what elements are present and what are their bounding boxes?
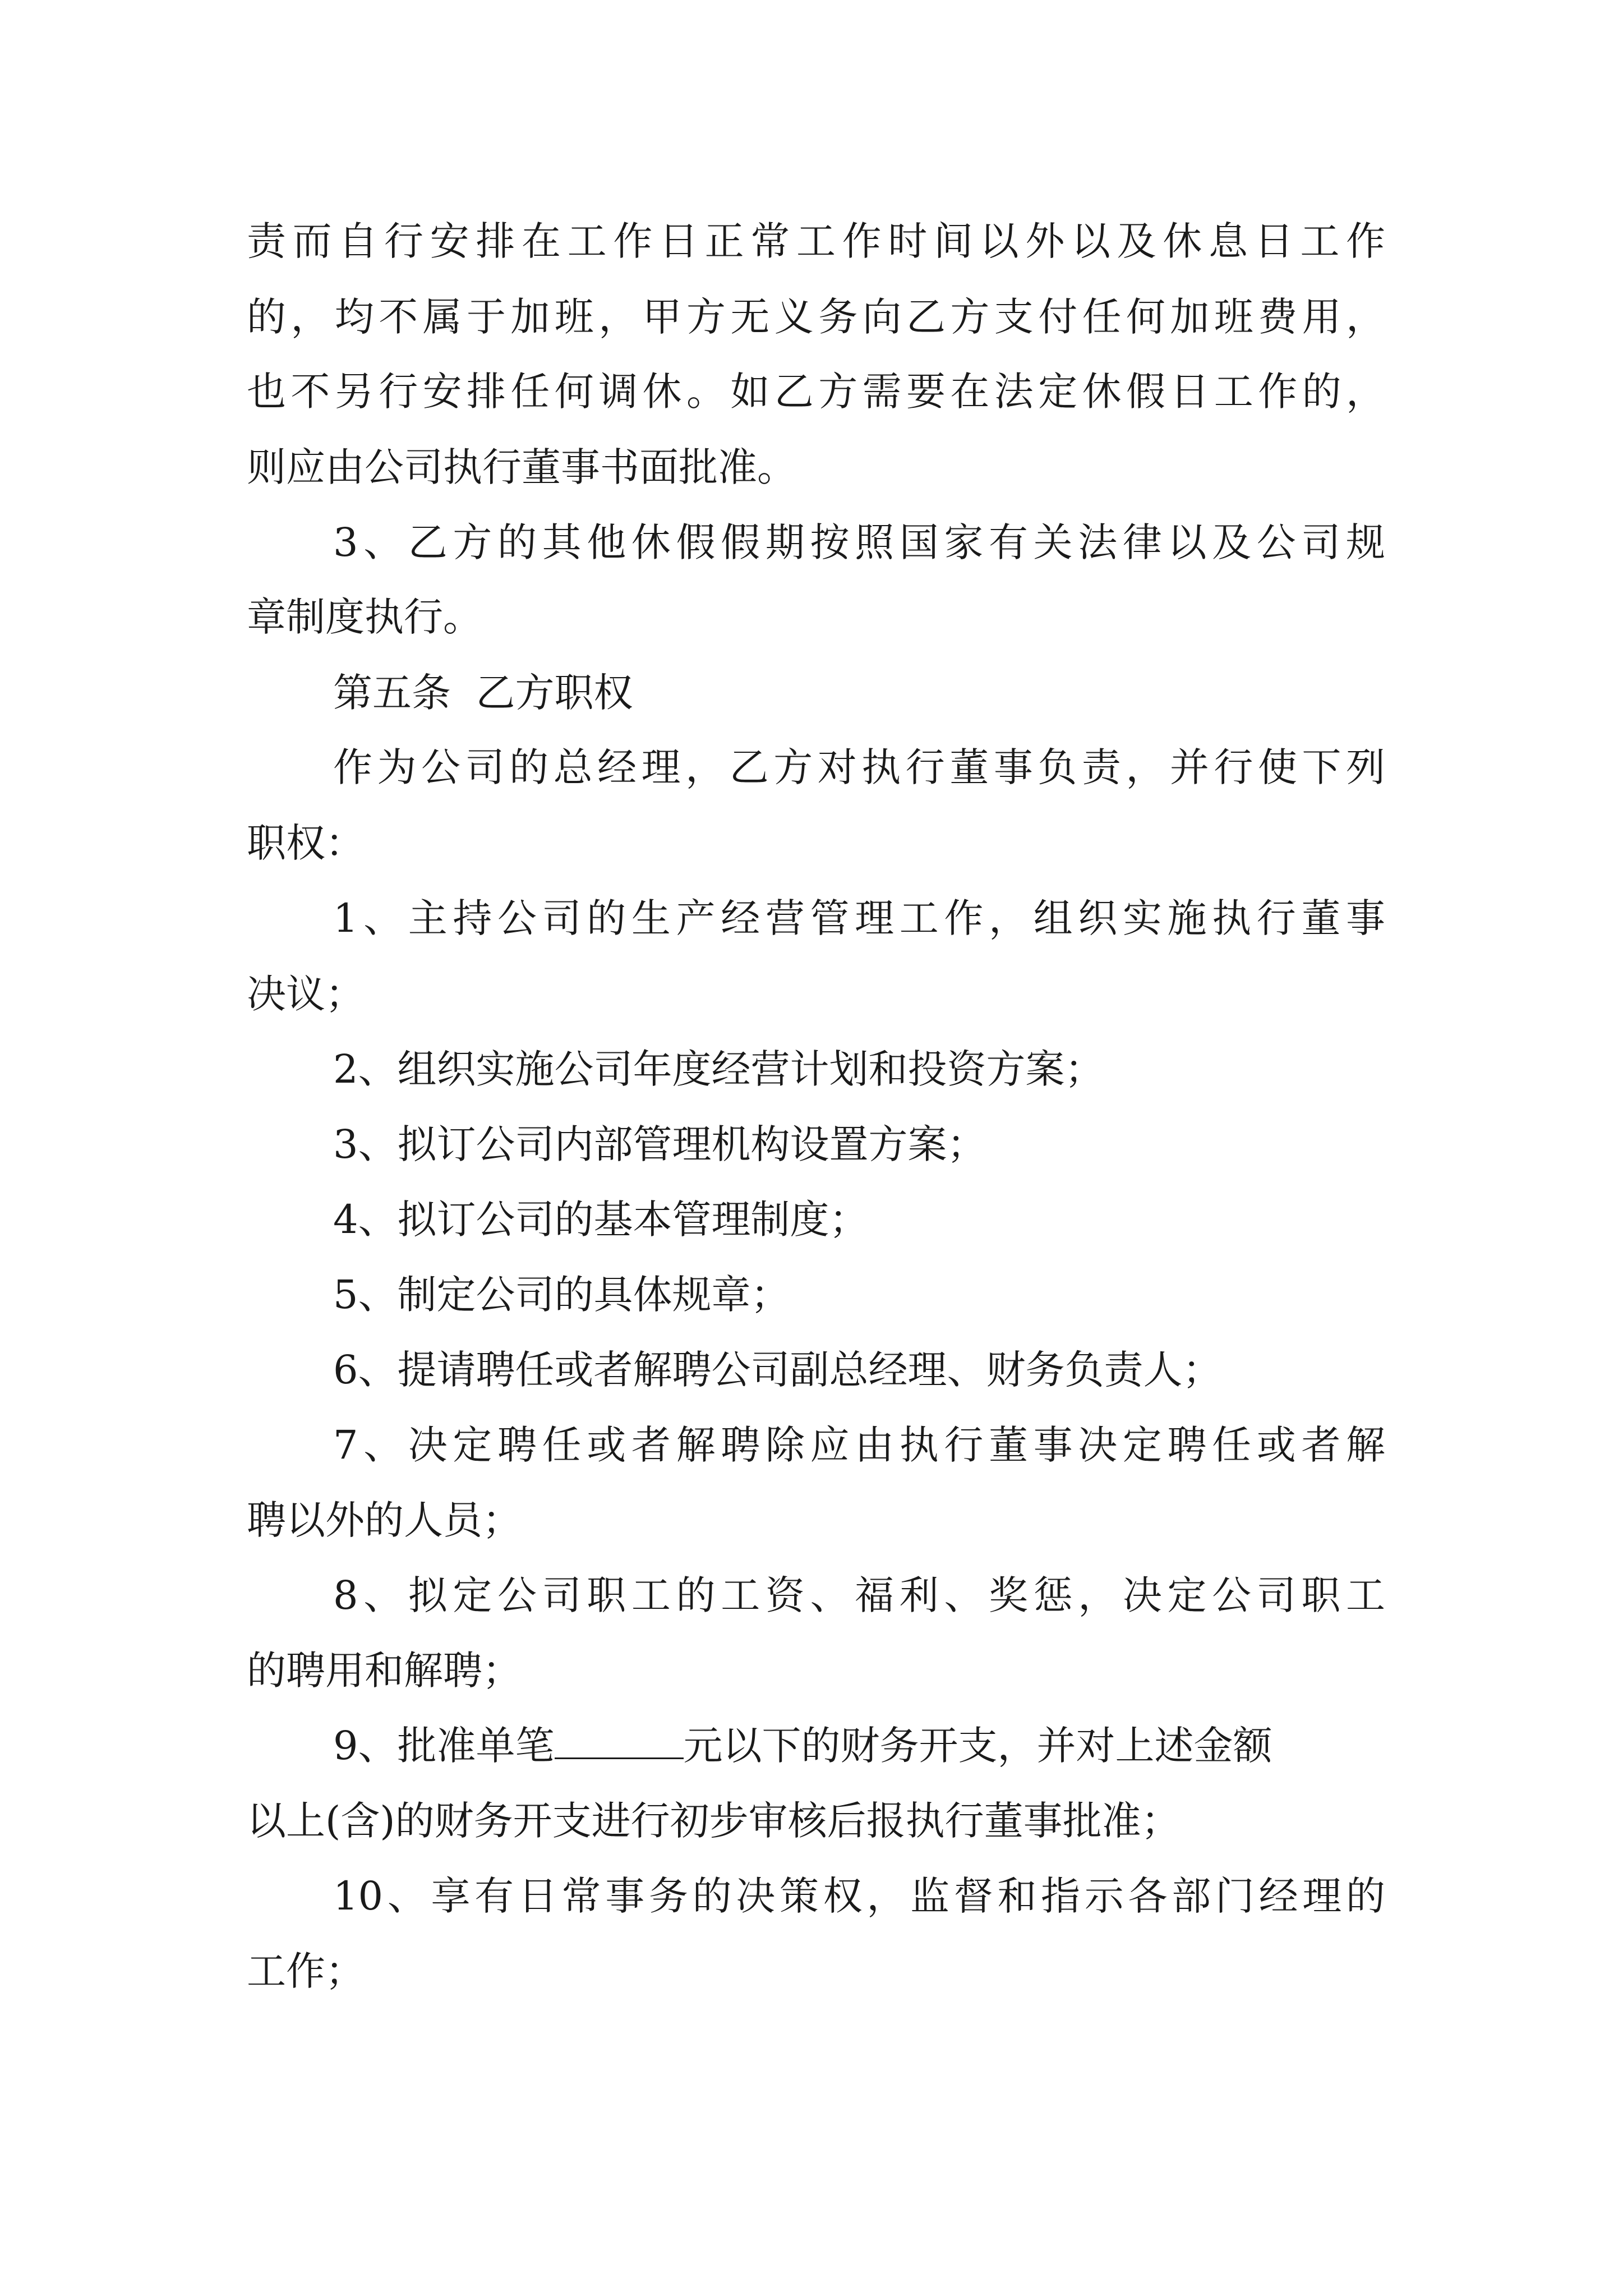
text-line: 7、决定聘任或者解聘除应由执行董事决定聘任或者解 bbox=[333, 1422, 1385, 1468]
text-line: 聘以外的人员； bbox=[247, 1497, 522, 1543]
text-line: 8、拟定公司职工的工资、福利、奖惩，决定公司职工 bbox=[333, 1572, 1385, 1618]
text-line: 3、乙方的其他休假假期按照国家有关法律以及公司规 bbox=[333, 519, 1385, 565]
text-line: 章制度执行。 bbox=[247, 594, 482, 640]
text-line: 责而自行安排在工作日正常工作时间以外以及休息日工作 bbox=[247, 218, 1385, 264]
text-line: 工作； bbox=[247, 1948, 365, 1994]
list-item: 5、制定公司的具体规章； bbox=[333, 1272, 790, 1318]
text-line: 职权： bbox=[247, 820, 365, 866]
article-heading: 第五条 乙方职权 bbox=[333, 670, 633, 716]
text-line: 的聘用和解聘； bbox=[247, 1648, 522, 1694]
text-line: 10、享有日常事务的决策权，监督和指示各部门经理的 bbox=[333, 1873, 1385, 1919]
list-item: 3、拟订公司内部管理机构设置方案； bbox=[333, 1121, 986, 1167]
text-line: 的，均不属于加班，甲方无义务向乙方支付任何加班费用， bbox=[247, 294, 1385, 340]
text-line: 则应由公司执行董事书面批准。 bbox=[247, 444, 796, 490]
text-line: 也不另行安排任何调休。如乙方需要在法定休假日工作的， bbox=[247, 369, 1385, 415]
text-line-with-blank bbox=[333, 1712, 1385, 1779]
text-line: 作为公司的总经理，乙方对执行董事负责，并行使下列 bbox=[333, 744, 1385, 790]
list-item: 6、提请聘任或者解聘公司副总经理、财务负责人； bbox=[333, 1347, 1222, 1393]
text-line: 1、主持公司的生产经营管理工作，组织实施执行董事 bbox=[333, 895, 1385, 941]
text-segment: 9、批准单笔 bbox=[333, 1723, 555, 1769]
text-line: 决议； bbox=[247, 971, 365, 1017]
list-item: 4、拟订公司的基本管理制度； bbox=[333, 1197, 869, 1243]
list-item: 2、组织实施公司年度经营计划和投资方案； bbox=[333, 1046, 1104, 1092]
text-line: 以上(含)的财务开支进行初步审核后报执行董事批准； bbox=[247, 1798, 1181, 1844]
fill-in-blank[interactable] bbox=[555, 1723, 684, 1759]
text-segment: 元以下的财务开支，并对上述金额 bbox=[683, 1723, 1272, 1769]
